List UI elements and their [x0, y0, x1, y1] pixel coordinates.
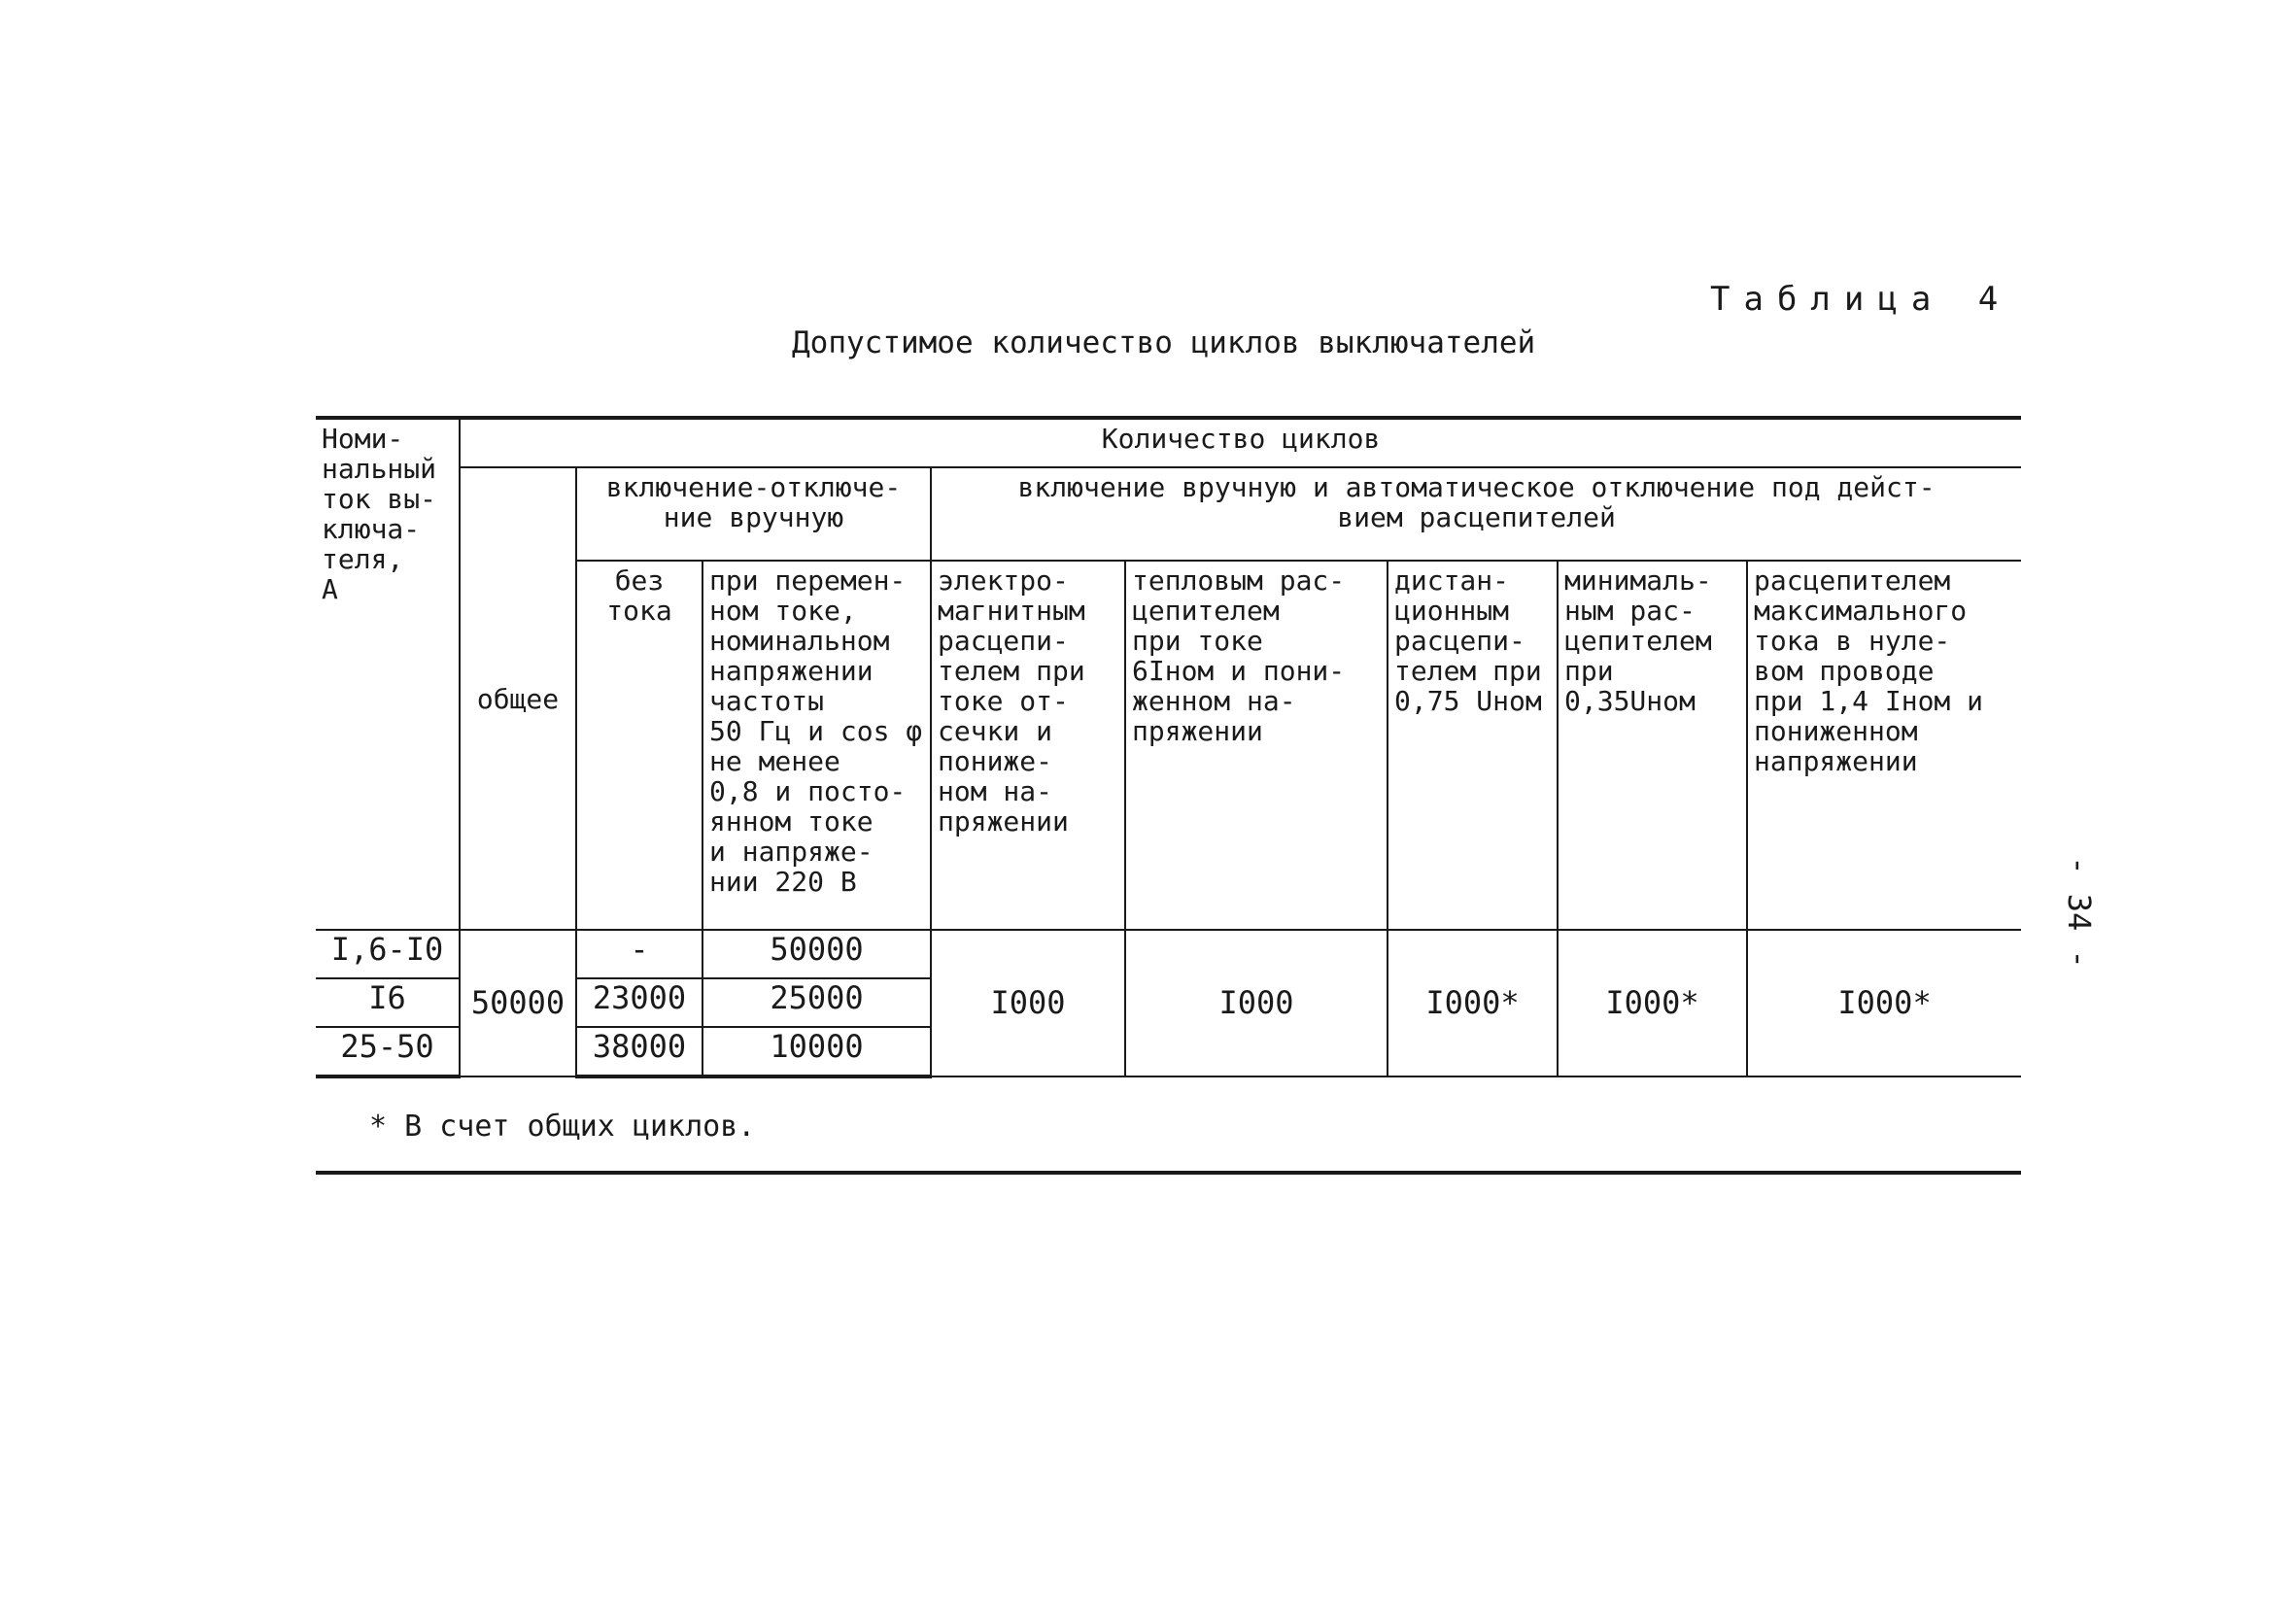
header-max-neutral: расцепителем максимального тока в нуле- вом проводе при 1,4 Iном и пониженном напряжении — [1747, 561, 2021, 930]
header-thermal: тепловым рас- цепителем при токе 6Iном и пони- женном на- пряжении — [1125, 561, 1388, 930]
header-manual-on-off: включение-отключе- ние вручную — [576, 467, 931, 561]
cell-max-neutral: I000* — [1747, 930, 2021, 1076]
cell-without-current: 38000 — [576, 1027, 703, 1076]
cycles-table — [316, 416, 2021, 1078]
cell-electromagnetic: I000 — [931, 930, 1125, 1076]
cell-with-current: 10000 — [703, 1027, 931, 1076]
cell-without-current: 23000 — [576, 978, 703, 1027]
page-number: - 34 - — [2060, 856, 2098, 969]
header-minimal: минималь- ным рас- цепителем при 0,35Uном — [1558, 561, 1747, 930]
cell-current: I6 — [316, 978, 460, 1027]
cell-current: I,6-I0 — [316, 930, 460, 978]
header-manual-on-auto-off: включение вручную и автоматическое отключение под дейст- вием расцепителей — [931, 467, 2021, 561]
header-rated-current: Номи- нальный ток вы- ключа- теля, А — [316, 418, 460, 930]
header-with-current: при перемен- ном токе, номинальном напряжении частоты 50 Гц и cos φ не менее 0,8 и посто- янном токе и напряже- нии 220 В — [703, 561, 931, 930]
cell-without-current: - — [576, 930, 703, 978]
cell-remote: I000* — [1388, 930, 1558, 1076]
cell-minimal: I000* — [1558, 930, 1747, 1076]
cell-with-current: 50000 — [703, 930, 931, 978]
table-label: Таблица 4 — [1710, 280, 2012, 319]
footnote: * В счет общих циклов. — [369, 1110, 756, 1144]
header-cycles-count: Количество циклов — [460, 418, 2021, 467]
cell-current: 25-50 — [316, 1027, 460, 1076]
table-row — [316, 930, 2021, 978]
header-remote: дистан- ционным расцепи- телем при 0,75 Uном — [1388, 561, 1558, 930]
cell-with-current: 25000 — [703, 978, 931, 1027]
table-title: Допустимое количество циклов выключателей — [792, 325, 1536, 360]
header-electromagnetic: электро- магнитным расцепи- телем при токе от- сечки и пониже- ном на- пряжении — [931, 561, 1125, 930]
cell-total: 50000 — [460, 930, 576, 1076]
bottom-rule — [316, 1171, 2021, 1175]
cell-thermal: I000 — [1125, 930, 1388, 1076]
header-without-current: без тока — [576, 561, 703, 930]
header-total: общее — [460, 467, 576, 930]
